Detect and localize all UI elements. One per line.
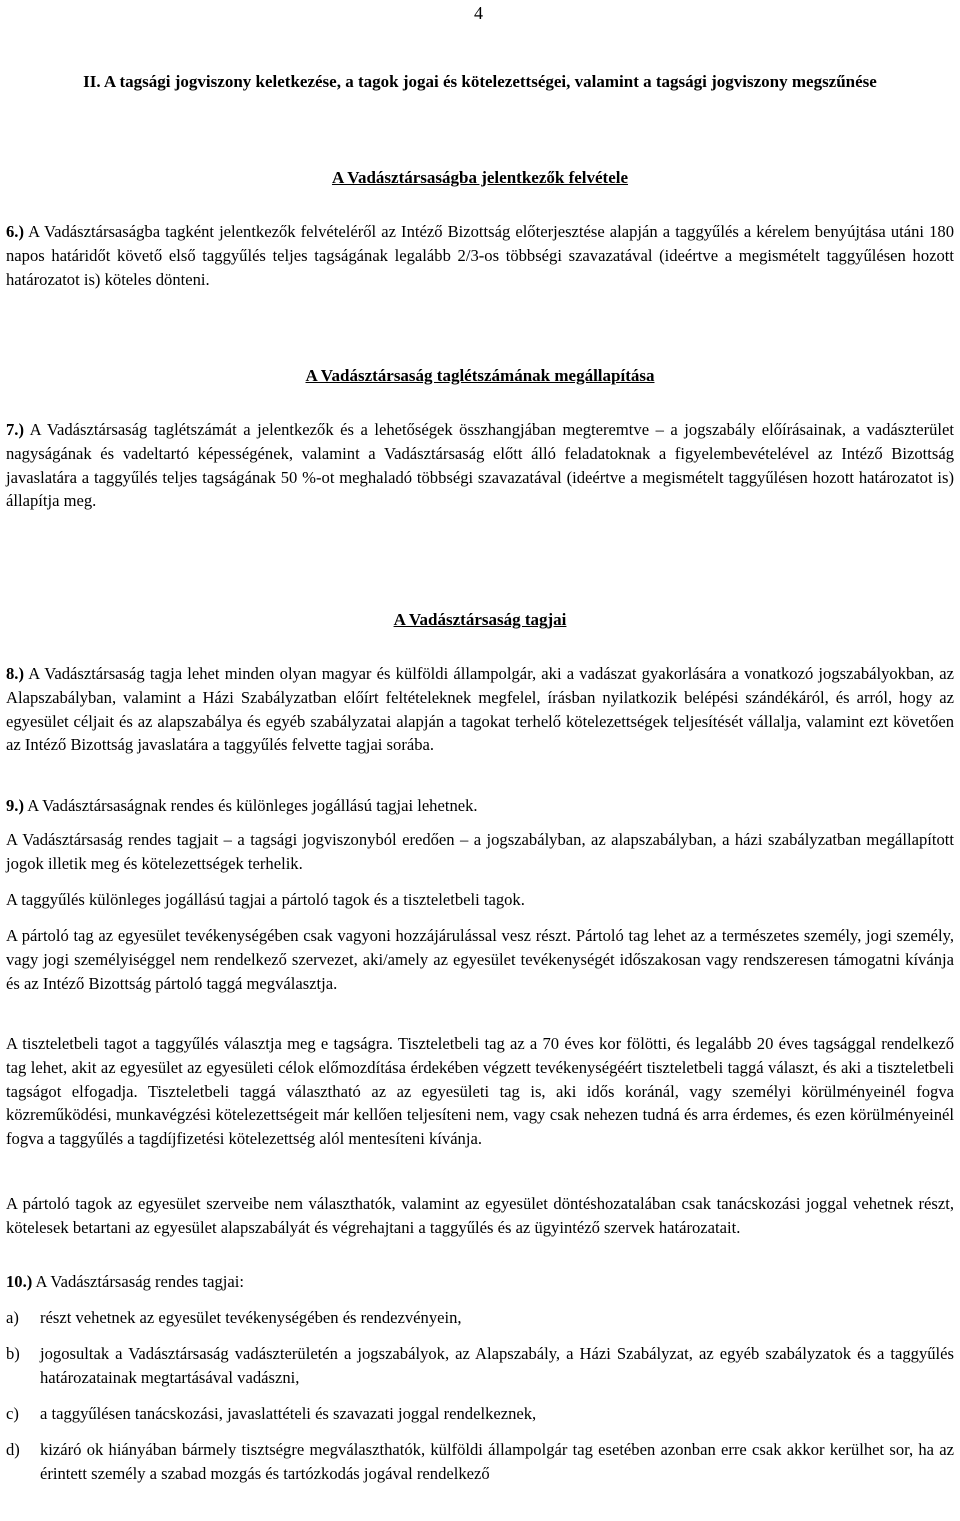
paragraph-text: A pártoló tagok az egyesület szerveibe nem választhatók, valamint az egyesület döntéshozatalában csak tanácskozási joggal vehetnek részt, kötelesek betartani az egyesület alapszabályát és végrehajtani a taggyűlés és az ügyintéző szervek határozatait.	[6, 1194, 954, 1237]
paragraph-text: A taggyűlés különleges jogállású tagjai a pártoló tagok és a tiszteletbeli tagok.	[6, 890, 525, 909]
paragraph-regular-members	[6, 828, 954, 876]
paragraph-8	[6, 662, 954, 757]
paragraph-number: 7.)	[6, 420, 24, 439]
paragraph-text: A Vadásztársaságba tagként jelentkezők felvételéről az Intéző Bizottság előterjesztése alapján a taggyűlés a kérelem benyújtása utáni 180 napos határidőt követő első taggyűlés teljes tagságának legalább 2/3-os többségi szavazatával (ideértve a megismételt taggyűlésen hozott határozatot is) köteles dönteni.	[6, 222, 954, 289]
list-item-label: a)	[6, 1308, 19, 1327]
list-item	[6, 1342, 954, 1390]
paragraph-number: 6.)	[6, 222, 24, 241]
paragraph-9	[6, 794, 954, 818]
list-item-text: a taggyűlésen tanácskozási, javaslattételi és szavazati joggal rendelkeznek,	[40, 1404, 537, 1423]
paragraph-text: A Vadásztársaság taglétszámát a jelentkezők és a lehetőségek összhangjában megteremtve – a jogszabály előírásainak, a vadászterület nagyságának és vadeltartó képességének, valamint a Vadásztársaság előtt álló feladatoknak a figyelembevételével az Intéző Bizottság javaslatára a taggyűlés teljes tagságának 50 %-ot meghaladó többségi szavazatával (ideértve a megismételt taggyűlésen hozott határozatot is) állapítja meg.	[6, 420, 954, 511]
paragraph-honorary-member	[6, 1032, 954, 1151]
chapter-title: II. A tagsági jogviszony keletkezése, a tagok jogai és kötelezettségei, valamint a tagsági jogviszony megszűnése	[83, 72, 877, 91]
paragraph-text: A Vadásztársaság rendes tagjai:	[32, 1272, 244, 1291]
list-item-label: d)	[6, 1440, 20, 1459]
paragraph-text: A Vadásztársaság rendes tagjait – a tagsági jogviszonyból eredően – a jogszabályban, az alapszabályban, a házi szabályzatban megállapított jogok illetik meg és kötelezettségek terhelik.	[6, 830, 954, 873]
paragraph-7	[6, 418, 954, 513]
list-item-text: részt vehetnek az egyesület tevékenységében és rendezvényein,	[40, 1308, 462, 1327]
paragraph-number: 9.)	[6, 796, 24, 815]
list-item-label: c)	[6, 1404, 19, 1423]
section-heading-membership-admission: A Vadásztársaságba jelentkezők felvétele	[331, 168, 629, 187]
list-item	[6, 1438, 954, 1486]
paragraph-text: A Vadásztársaság tagja lehet minden olyan magyar és külföldi állampolgár, aki a vadászat gyakorlására a vonatkozó jogszabályokban, az Alapszabályban, valamint a Házi Szabályzatban előírt feltételeknek megfelel, írásban nyilatkozik belépési szándékáról, és arról, hogy az egyesület céljait és az alapszabálya és egyéb szabályzatai alapján a tagokat terhelő kötelezettségek teljesítését vállalja, valamint ezt követően az Intéző Bizottság javaslatára a taggyűlés felvette tagjai sorába.	[6, 664, 954, 755]
paragraph-text: A tiszteletbeli tagot a taggyűlés választja meg e tagságra. Tiszteletbeli tag az a 70 éves kor fölötti, és legalább 20 éves tagsággal rendelkező tag lehet, akit az egyesület az egyesületi célok előmozdítása érdekében végzett tevékenységéért tiszteletbeli taggá választ, és aki a tiszteletbeli tagságot elfogadja. Tiszteletbeli taggá választható az az egyesületi tag is, aki idős koránál, vagy személyi körülményeinél fogva közreműködési, munkavégzési kötelezettségeit már kellően teljesíteni nem, vagy csak nehezen tudná és arra érdemes, és ezen körülményeinél fogva a taggyűlés a tagdíjfizetési kötelezettség alól mentesíteni kívánja.	[6, 1034, 954, 1149]
paragraph-supporting-restrictions	[6, 1192, 954, 1240]
paragraph-text: A pártoló tag az egyesület tevékenységében csak vagyoni hozzájárulással vesz részt. Pártoló tag lehet az a természetes személy, jogi személy, vagy jogi személyiséggel nem rendelkező szervezet, aki/amely az egyesület tevékenységét időszakosan vagy rendszeresen támogatni kívánja és az Intéző Bizottság pártoló taggá megválasztja.	[6, 926, 954, 993]
list-item	[6, 1306, 954, 1330]
paragraph-special-members	[6, 888, 954, 912]
list-item-text: kizáró ok hiányában bármely tisztségre megválaszthatók, külföldi állampolgár tag esetében azonban erre csak akkor kerülhet sor, ha az érintett személy a szabad mozgás és tartózkodás jogával rendelkező	[40, 1440, 954, 1483]
list-item-label: b)	[6, 1344, 20, 1363]
paragraph-text: A Vadásztársaságnak rendes és különleges jogállású tagjai lehetnek.	[23, 796, 478, 815]
list-item	[6, 1402, 954, 1426]
paragraph-6	[6, 220, 954, 291]
section-heading-members: A Vadásztársaság tagjai	[393, 610, 567, 629]
paragraph-number: 10.)	[6, 1272, 33, 1291]
list-item-text: jogosultak a Vadásztársaság vadászterületén a jogszabályok, az Alapszabály, a Házi Szabályzat, az egyéb szabályzatok és a taggyűlés határozatainak megtartásával vadászni,	[40, 1344, 954, 1387]
paragraph-number: 8.)	[6, 664, 24, 683]
section-heading-membership-count: A Vadásztársaság taglétszámának megállapítása	[305, 366, 655, 385]
paragraph-supporting-member	[6, 924, 954, 995]
paragraph-10	[6, 1270, 954, 1294]
page-number: 4	[474, 3, 483, 23]
